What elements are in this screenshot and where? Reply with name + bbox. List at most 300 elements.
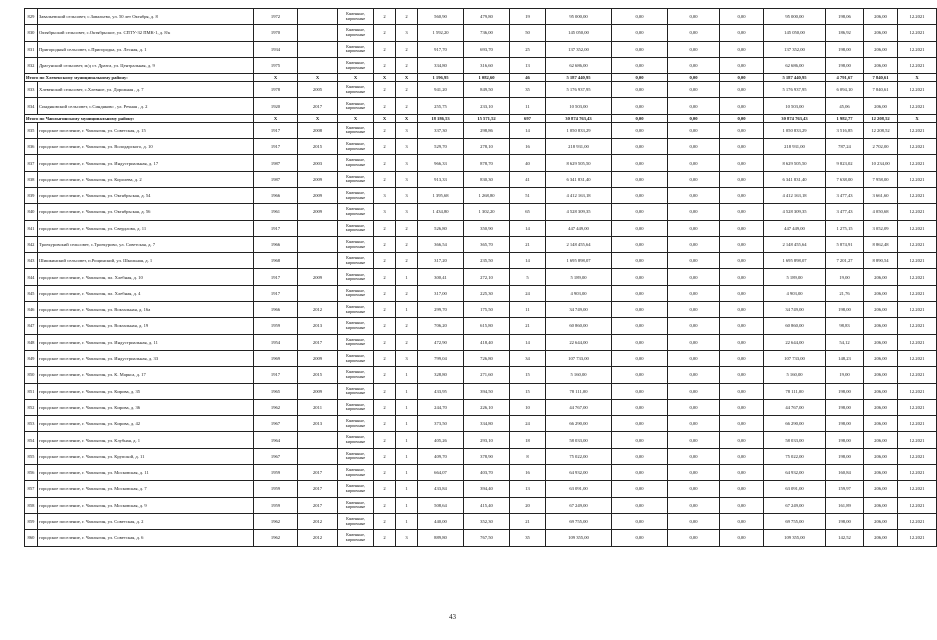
cell-en: 3: [396, 350, 418, 366]
cell-c1: 5 187 440,95: [546, 74, 612, 82]
cell-y1: 1966: [254, 302, 298, 318]
cell-mat: Каменные, кирпичные: [338, 530, 374, 546]
page-number: 43: [449, 613, 456, 621]
cell-c2: 0,00: [612, 432, 668, 448]
cell-a2: 394,50: [464, 383, 510, 399]
cell-u1: 19,00: [826, 367, 864, 383]
cell-res: 24: [510, 416, 546, 432]
cell-u1: 7 638,00: [826, 171, 864, 187]
cell-en: 1: [396, 383, 418, 399]
table-row: [25, 383, 937, 399]
cell-c4: 0,00: [720, 302, 764, 318]
table-row: [25, 513, 937, 529]
cell-y2: [298, 41, 338, 57]
cell-c1: 95 000,00: [546, 9, 612, 25]
cell-c4: 0,00: [720, 399, 764, 415]
cell-u1: 198,00: [826, 432, 864, 448]
cell-u2: 206,00: [864, 318, 898, 334]
cell-u2: 206,00: [864, 530, 898, 546]
cell-n: 836: [25, 139, 38, 155]
cell-a2: 726,80: [464, 350, 510, 366]
cell-y2: 2013: [298, 318, 338, 334]
cell-c2: 0,00: [612, 416, 668, 432]
cell-res: 46: [510, 74, 546, 82]
cell-c5: 30 874 763,43: [764, 114, 826, 122]
cell-en: 2: [396, 318, 418, 334]
cell-u2: 7 840,61: [864, 82, 898, 98]
cell-en: 2: [396, 41, 418, 57]
cell-a2: 316,60: [464, 57, 510, 73]
cell-c1: 67 249,00: [546, 497, 612, 513]
cell-c3: 0,00: [668, 285, 720, 301]
cell-mat: Каменные, кирпичные: [338, 187, 374, 203]
cell-en: 2: [396, 236, 418, 252]
cell-u2: 206,00: [864, 285, 898, 301]
cell-y1: 1987: [254, 155, 298, 171]
cell-c4: 0,00: [720, 187, 764, 203]
cell-res: 65: [510, 204, 546, 220]
table-total-row: [25, 114, 937, 122]
cell-c4: 0,00: [720, 236, 764, 252]
cell-c5: 63 091,00: [764, 481, 826, 497]
cell-d: 12.2021: [898, 187, 937, 203]
cell-u1: 1 275,15: [826, 220, 864, 236]
cell-en: 2: [396, 334, 418, 350]
cell-a1: 255,75: [418, 98, 464, 114]
cell-d: 12.2021: [898, 367, 937, 383]
cell-u1: 198,00: [826, 302, 864, 318]
cell-c4: 0,00: [720, 204, 764, 220]
cell-u2: 12 208,52: [864, 122, 898, 138]
cell-en: 1: [396, 481, 418, 497]
cell-c4: 0,00: [720, 448, 764, 464]
cell-c5: 75 022,00: [764, 448, 826, 464]
cell-c1: 64 932,00: [546, 465, 612, 481]
cell-a1: 472,90: [418, 334, 464, 350]
cell-mat: Каменные, кирпичные: [338, 399, 374, 415]
cell-u2: 2 702,00: [864, 139, 898, 155]
cell-n: 839: [25, 187, 38, 203]
cell-y2: [298, 25, 338, 41]
cell-res: 40: [510, 155, 546, 171]
cell-mat: Каменные, кирпичные: [338, 465, 374, 481]
table-total-row: [25, 74, 937, 82]
cell-u2: 206,00: [864, 497, 898, 513]
cell-n: 833: [25, 82, 38, 98]
cell-c2: 0,00: [612, 448, 668, 464]
cell-res: 35: [510, 82, 546, 98]
cell-c5: 62 686,00: [764, 57, 826, 73]
cell-fl: 2: [374, 253, 396, 269]
cell-res: 35: [510, 530, 546, 546]
cell-a2: 15 571,52: [464, 114, 510, 122]
cell-c4: 0,00: [720, 253, 764, 269]
cell-y1: 1917: [254, 285, 298, 301]
cell-c5: 5 176 937,95: [764, 82, 826, 98]
cell-fl: 2: [374, 481, 396, 497]
cell-y1: 1967: [254, 416, 298, 432]
cell-u2: 7 840,61: [864, 74, 898, 82]
cell-y1: 1962: [254, 530, 298, 546]
cell-mat: Каменные, кирпичные: [338, 122, 374, 138]
table-row: [25, 171, 937, 187]
cell-c3: 0,00: [668, 383, 720, 399]
cell-addr: городское поселение, г. Чаплыгин, ул. Кирова, д. 36: [38, 399, 254, 415]
cell-fl: 2: [374, 350, 396, 366]
cell-c4: 0,00: [720, 513, 764, 529]
cell-c2: 0,00: [612, 82, 668, 98]
cell-mat: Каменные, кирпичные: [338, 139, 374, 155]
cell-n: 860: [25, 530, 38, 546]
cell-fl: 2: [374, 171, 396, 187]
cell-u1: 186,92: [826, 25, 864, 41]
cell-c5: 66 290,00: [764, 416, 826, 432]
cell-c2: 0,00: [612, 269, 668, 285]
cell-c4: 0,00: [720, 334, 764, 350]
cell-d: 12.2021: [898, 122, 937, 138]
cell-fl: 2: [374, 98, 396, 114]
cell-mat: Каменные, кирпичные: [338, 285, 374, 301]
cell-en: 3: [396, 171, 418, 187]
table-row: [25, 334, 937, 350]
table-body: [25, 9, 937, 547]
cell-addr: Шишкинский сельсовет, п.Рощинский, ул. Школьная, д. 1: [38, 253, 254, 269]
cell-c4: 0,00: [720, 432, 764, 448]
cell-a2: 693,70: [464, 41, 510, 57]
cell-u1: 54,12: [826, 334, 864, 350]
cell-c1: 78 111,00: [546, 383, 612, 399]
cell-mat: Каменные, кирпичные: [338, 334, 374, 350]
cell-c1: 5 176 937,95: [546, 82, 612, 98]
cell-c5: 5 189,00: [764, 269, 826, 285]
cell-en: X: [396, 74, 418, 82]
cell-y2: 2013: [298, 416, 338, 432]
table-row: [25, 318, 937, 334]
cell-mat: Каменные, кирпичные: [338, 497, 374, 513]
cell-y2: 2005: [298, 82, 338, 98]
cell-c1: 5 189,00: [546, 269, 612, 285]
table-row: [25, 448, 937, 464]
cell-c1: 2 148 455,64: [546, 236, 612, 252]
cell-d: X: [898, 114, 937, 122]
cell-a1: 317,20: [418, 253, 464, 269]
cell-res: 14: [510, 220, 546, 236]
cell-y1: 1917: [254, 122, 298, 138]
cell-a2: 298,86: [464, 122, 510, 138]
cell-u1: 198,00: [826, 513, 864, 529]
cell-a1: 917,70: [418, 41, 464, 57]
cell-c1: 109 355,00: [546, 530, 612, 546]
cell-c1: 34 749,00: [546, 302, 612, 318]
cell-mat: Каменные, кирпичные: [338, 448, 374, 464]
cell-u1: 4 791,67: [826, 74, 864, 82]
cell-res: 5: [510, 269, 546, 285]
cell-y1: 1964: [254, 432, 298, 448]
table-row: [25, 481, 937, 497]
cell-c2: 0,00: [612, 399, 668, 415]
table-row: [25, 497, 937, 513]
cell-y2: 2012: [298, 302, 338, 318]
cell-u1: 198,00: [826, 448, 864, 464]
cell-c2: 0,00: [612, 481, 668, 497]
cell-a2: 415,40: [464, 497, 510, 513]
cell-y2: 2017: [298, 98, 338, 114]
cell-c2: 0,00: [612, 465, 668, 481]
cell-u1: 3 477,43: [826, 187, 864, 203]
cell-u1: 198,00: [826, 383, 864, 399]
cell-d: 12.2021: [898, 9, 937, 25]
cell-y1: 1917: [254, 367, 298, 383]
cell-c5: 4 412 163,18: [764, 187, 826, 203]
cell-en: 3: [396, 155, 418, 171]
cell-c2: 0,00: [612, 302, 668, 318]
cell-y1: 1917: [254, 220, 298, 236]
cell-fl: 2: [374, 9, 396, 25]
cell-res: 18: [510, 432, 546, 448]
cell-u2: 206,00: [864, 416, 898, 432]
cell-a1: 966,33: [418, 155, 464, 171]
cell-n: 850: [25, 367, 38, 383]
table-row: [25, 220, 937, 236]
cell-a1: 405,26: [418, 432, 464, 448]
cell-addr: городское поселение, г. Чаплыгин, ул. Советская, д. 2: [38, 513, 254, 529]
cell-addr: городское поселение, г. Чаплыгин, ул. Советская, д. 6: [38, 530, 254, 546]
cell-c1: 22 644,00: [546, 334, 612, 350]
cell-u2: 206,00: [864, 269, 898, 285]
cell-d: 12.2021: [898, 448, 937, 464]
cell-en: 3: [396, 187, 418, 203]
cell-en: 1: [396, 367, 418, 383]
cell-u2: 8 890,54: [864, 253, 898, 269]
cell-res: 14: [510, 122, 546, 138]
cell-c3: 0,00: [668, 25, 720, 41]
cell-a2: 271,60: [464, 367, 510, 383]
cell-u2: 4 050,68: [864, 204, 898, 220]
cell-c1: 44 767,00: [546, 399, 612, 415]
table-row: [25, 432, 937, 448]
cell-c4: 0,00: [720, 220, 764, 236]
cell-mat: Каменные, кирпичные: [338, 220, 374, 236]
cell-c3: 0,00: [668, 302, 720, 318]
cell-n: 858: [25, 497, 38, 513]
cell-c3: 0,00: [668, 171, 720, 187]
cell-u1: 198,00: [826, 416, 864, 432]
cell-y2: [298, 236, 338, 252]
cell-d: 12.2021: [898, 513, 937, 529]
cell-c2: 0,00: [612, 171, 668, 187]
cell-n: 843: [25, 253, 38, 269]
cell-addr: городское поселение, г. Чаплыгин, ул. Московская, д. 7: [38, 481, 254, 497]
cell-addr: Итого по Чаплыгинскому муниципальному району:: [25, 114, 254, 122]
cell-u1: 3 477,43: [826, 204, 864, 220]
cell-a2: 233,10: [464, 98, 510, 114]
cell-mat: Каменные, кирпичные: [338, 350, 374, 366]
cell-y1: 1959: [254, 497, 298, 513]
cell-u2: 12 208,52: [864, 114, 898, 122]
cell-c2: 0,00: [612, 220, 668, 236]
cell-fl: 2: [374, 269, 396, 285]
cell-u2: 206,00: [864, 9, 898, 25]
cell-y1: 1962: [254, 513, 298, 529]
cell-c1: 69 755,00: [546, 513, 612, 529]
cell-u2: 206,00: [864, 25, 898, 41]
cell-c3: 0,00: [668, 334, 720, 350]
cell-d: 12.2021: [898, 383, 937, 399]
cell-c2: 0,00: [612, 155, 668, 171]
cell-c2: 0,00: [612, 318, 668, 334]
cell-c2: 0,00: [612, 122, 668, 138]
cell-n: 853: [25, 416, 38, 432]
cell-y2: 2015: [298, 367, 338, 383]
cell-c1: 4 412 163,18: [546, 187, 612, 203]
cell-en: 2: [396, 9, 418, 25]
cell-d: 12.2021: [898, 465, 937, 481]
cell-u2: 3 661,60: [864, 187, 898, 203]
cell-a2: 849,50: [464, 82, 510, 98]
cell-a2: 378,90: [464, 448, 510, 464]
cell-addr: городское поселение, г. Чаплыгин, ул. Клубная, д. 1: [38, 432, 254, 448]
table-row: [25, 399, 937, 415]
cell-c3: 0,00: [668, 220, 720, 236]
cell-c5: 4 528 309,35: [764, 204, 826, 220]
cell-c3: 0,00: [668, 204, 720, 220]
cell-fl: 2: [374, 25, 396, 41]
table-row: [25, 122, 937, 138]
table-row: [25, 139, 937, 155]
cell-en: 1: [396, 416, 418, 432]
cell-c4: 0,00: [720, 9, 764, 25]
cell-a2: 235,50: [464, 253, 510, 269]
cell-a1: 317,00: [418, 285, 464, 301]
cell-c5: 58 033,00: [764, 432, 826, 448]
cell-u2: 206,00: [864, 448, 898, 464]
cell-res: 10: [510, 399, 546, 415]
cell-c3: 0,00: [668, 9, 720, 25]
cell-c5: 2 148 455,64: [764, 236, 826, 252]
cell-fl: 3: [374, 187, 396, 203]
cell-a1: 1 395,68: [418, 187, 464, 203]
cell-c2: 0,00: [612, 236, 668, 252]
table-row: [25, 155, 937, 171]
cell-d: 12.2021: [898, 171, 937, 187]
cell-res: 8: [510, 448, 546, 464]
cell-fl: 2: [374, 82, 396, 98]
cell-n: 829: [25, 9, 38, 25]
cell-u2: 206,00: [864, 41, 898, 57]
cell-a1: 440,00: [418, 513, 464, 529]
cell-c4: 0,00: [720, 41, 764, 57]
cell-c1: 66 290,00: [546, 416, 612, 432]
cell-addr: городское поселение, г. Чаплыгин, ул. Индустриальная, д. 17: [38, 155, 254, 171]
cell-fl: X: [374, 114, 396, 122]
table-row: [25, 204, 937, 220]
cell-mat: X: [338, 74, 374, 82]
cell-mat: Каменные, кирпичные: [338, 25, 374, 41]
cell-addr: городское поселение, г. Чаплыгин, ул. Московская, д. 9: [38, 497, 254, 513]
cell-en: 1: [396, 302, 418, 318]
cell-res: 20: [510, 497, 546, 513]
cell-res: 13: [510, 57, 546, 73]
cell-c1: 30 874 763,43: [546, 114, 612, 122]
cell-addr: Итого по Хлевенскому муниципальному району:: [25, 74, 254, 82]
table-row: [25, 25, 937, 41]
cell-c2: 0,00: [612, 9, 668, 25]
cell-y1: 1965: [254, 383, 298, 399]
cell-c1: 60 860,00: [546, 318, 612, 334]
cell-c1: 218 931,00: [546, 139, 612, 155]
cell-addr: городское поселение, г. Чаплыгин, ул. Королева, д. 2: [38, 171, 254, 187]
cell-n: 848: [25, 334, 38, 350]
table-row: [25, 465, 937, 481]
cell-c4: 0,00: [720, 318, 764, 334]
cell-c2: 0,00: [612, 25, 668, 41]
cell-c3: 0,00: [668, 448, 720, 464]
cell-a1: 560,90: [418, 9, 464, 25]
cell-u2: 7 958,00: [864, 171, 898, 187]
cell-en: 1: [396, 269, 418, 285]
cell-n: 832: [25, 57, 38, 73]
cell-y1: 1920: [254, 98, 298, 114]
cell-c4: 0,00: [720, 367, 764, 383]
cell-n: 831: [25, 41, 38, 57]
cell-res: 11: [510, 98, 546, 114]
cell-u1: 198,00: [826, 57, 864, 73]
cell-mat: Каменные, кирпичные: [338, 82, 374, 98]
cell-c1: 75 022,00: [546, 448, 612, 464]
cell-c3: 0,00: [668, 481, 720, 497]
cell-a2: 365,70: [464, 236, 510, 252]
cell-c4: 0,00: [720, 82, 764, 98]
cell-mat: Каменные, кирпичные: [338, 253, 374, 269]
cell-c1: 4 903,00: [546, 285, 612, 301]
cell-y2: X: [298, 114, 338, 122]
cell-c3: 0,00: [668, 367, 720, 383]
cell-c2: 0,00: [612, 139, 668, 155]
cell-u1: 5 874,91: [826, 236, 864, 252]
cell-d: 12.2021: [898, 220, 937, 236]
cell-u2: 206,00: [864, 98, 898, 114]
cell-fl: 2: [374, 530, 396, 546]
cell-u1: 45,06: [826, 98, 864, 114]
cell-c2: 0,00: [612, 114, 668, 122]
cell-y2: 2008: [298, 122, 338, 138]
cell-a2: 878,70: [464, 155, 510, 171]
cell-d: 12.2021: [898, 399, 937, 415]
cell-fl: 2: [374, 155, 396, 171]
cell-u1: 142,52: [826, 530, 864, 546]
cell-y1: 1962: [254, 399, 298, 415]
cell-addr: городское поселение, г. Чаплыгин, ул. Крупской, д. 11: [38, 448, 254, 464]
cell-mat: Каменные, кирпичные: [338, 155, 374, 171]
cell-u2: 206,00: [864, 334, 898, 350]
cell-y2: 2015: [298, 139, 338, 155]
cell-c5: 64 932,00: [764, 465, 826, 481]
cell-fl: 2: [374, 285, 396, 301]
cell-en: 3: [396, 122, 418, 138]
cell-fl: 2: [374, 302, 396, 318]
cell-addr: городское поселение, г. Чаплыгин, ул. Октябрьская, д. 54: [38, 187, 254, 203]
cell-c3: 0,00: [668, 98, 720, 114]
cell-c4: 0,00: [720, 25, 764, 41]
table-row: [25, 302, 937, 318]
cell-n: 837: [25, 155, 38, 171]
table-row: [25, 57, 937, 73]
cell-c5: 10 503,00: [764, 98, 826, 114]
cell-y2: [298, 432, 338, 448]
cell-a2: 1 268,80: [464, 187, 510, 203]
cell-addr: городское поселение, г. Чаплыгин, ул. Индустриальная, д. 33: [38, 350, 254, 366]
cell-y2: 2017: [298, 481, 338, 497]
